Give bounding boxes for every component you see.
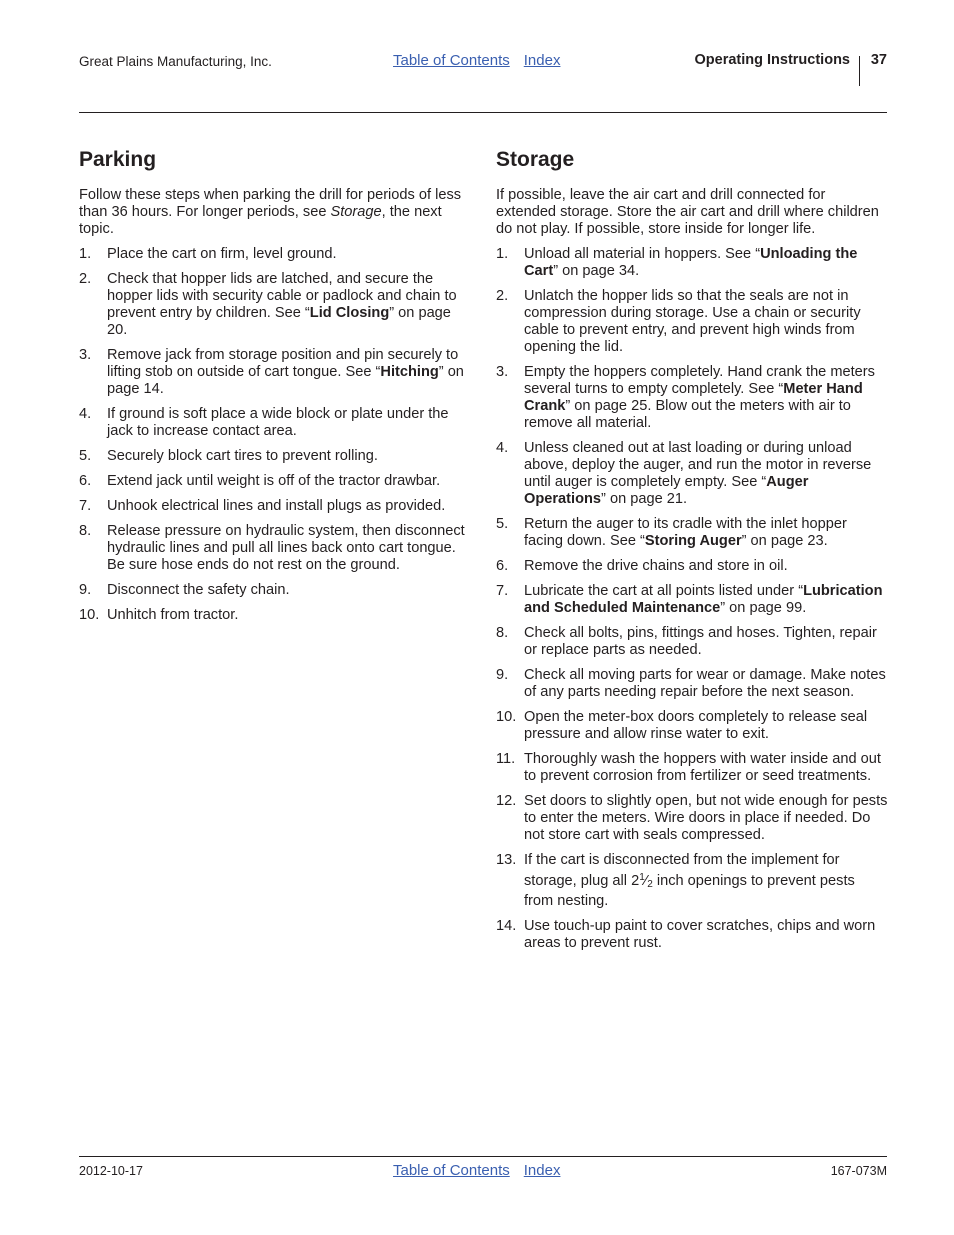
cross-reference: Unloading the Cart [524,246,858,279]
cross-reference: Meter Hand Crank [524,381,863,414]
step-number: 4. [79,406,92,422]
step-number: 4. [496,440,509,456]
step-text-part: inch openings to prevent pests from nesting. [524,873,855,909]
parking-intro-text: Follow these steps when parking the drill for periods of less than 36 hours. For longer periods, see [79,187,462,220]
fraction-numerator: 1 [639,872,645,883]
list-item [496,852,888,910]
footer-index-link[interactable]: Index [523,1162,561,1179]
step-text-part: ” on page 99. [720,600,807,616]
list-item [496,246,888,280]
step-number: 8. [496,625,509,641]
cross-reference: Hitching [380,364,439,380]
step-text-part: Remove jack from storage position and pin securely to lifting stob on outside of cart tongue. See “ [107,347,459,380]
step-text: Remove the drive chains and store in oil. [524,558,788,574]
step-number: 7. [79,498,92,514]
step-number: 5. [79,448,92,464]
step-text: Thoroughly wash the hoppers with water inside and out to prevent corrosion from fertilizer or seed treatments. [524,751,881,784]
step-number: 2. [79,271,92,287]
header-divider [859,56,860,86]
parking-intro [79,187,471,238]
step-text: Set doors to slightly open, but not wide enough for pests to enter the meters. Wire doors in place if needed. Do not store cart with seals compressed. [524,793,888,843]
storage-section [496,146,888,960]
parking-steps [79,246,471,624]
list-item [496,583,888,617]
step-text-part: ” on page 23. [741,533,828,549]
list-item [496,709,888,743]
step-text [524,246,857,279]
index-link[interactable]: Index [523,52,561,69]
step-text: Securely block cart tires to prevent rolling. [107,448,378,464]
step-text: Place the cart on firm, level ground. [107,246,337,262]
list-item [79,607,471,624]
header-nav [393,52,560,69]
list-item [79,582,471,599]
step-text-part: ” on page 14. [107,364,464,397]
step-text: Disconnect the safety chain. [107,582,290,598]
step-text-part: If the cart is disconnected from the implement for storage, plug all 2 [524,852,840,889]
list-item [79,498,471,515]
list-item [79,523,471,574]
list-item [496,558,888,575]
step-number: 8. [79,523,92,539]
step-text [107,271,457,338]
step-number: 9. [79,582,92,598]
step-text [524,440,871,507]
step-number: 2. [496,288,509,304]
step-text-part: ” on page 21. [601,491,688,507]
fraction-denominator: 2 [647,879,653,890]
footer-date: 2012-10-17 [79,1164,143,1178]
list-item [496,793,888,844]
step-text: Unhook electrical lines and install plugs as provided. [107,498,446,514]
step-text: Unlatch the hopper lids so that the seals are not in compression during storage. Use a chain or security cable to prevent entry, and prevent high winds from opening the lid. [524,288,861,355]
step-number: 11. [496,751,516,767]
list-item [496,625,888,659]
list-item [79,406,471,440]
step-text: Open the meter-box doors completely to release seal pressure and allow rinse water to exit. [524,709,868,742]
step-number: 3. [496,364,509,380]
section-title: Operating Instructions [694,52,850,68]
step-number: 10. [79,607,100,623]
step-text: If ground is soft place a wide block or plate under the jack to increase contact area. [107,406,449,439]
footer-nav [393,1162,560,1179]
step-text: Release pressure on hydraulic system, then disconnect hydraulic lines and pull all lines back onto cart tongue. Be sure hose ends do not rest on the ground. [107,523,465,573]
parking-intro-storage-ref: Storage [330,204,382,220]
step-text: Check all bolts, pins, fittings and hoses. Tighten, repair or replace parts as needed. [524,625,877,658]
header-rule [79,112,887,113]
step-text-part: Unless cleaned out at last loading or during unload above, deploy the auger, and run the motor in reverse until auger is completely empty. See “ [524,440,872,490]
parking-intro-text-end: , the next topic. [79,204,442,237]
cross-reference: Storing Auger [644,533,742,549]
step-number: 9. [496,667,509,683]
page-number: 37 [870,52,887,68]
step-number: 1. [496,246,509,262]
step-number: 13. [496,852,517,868]
list-item [79,473,471,490]
step-text: Check all moving parts for wear or damage. Make notes of any parts needing repair before the next season. [524,667,886,700]
parking-heading: Parking [79,148,157,171]
fraction: $^1⁄_2$ [639,872,653,890]
step-number: 10. [496,709,517,725]
storage-intro: If possible, leave the air cart and drill connected for extended storage. Store the air cart and drill where children do not play. If possible, store inside for longer life. [496,187,879,237]
cross-reference: Lubrication and Scheduled Maintenance [524,583,883,616]
list-item [496,440,888,508]
list-item [79,246,471,263]
company-name: Great Plains Manufacturing, Inc. [79,54,272,69]
step-text: Use touch-up paint to cover scratches, chips and worn areas to prevent rust. [524,918,876,951]
list-item [79,347,471,398]
cross-reference: Lid Closing [309,305,390,321]
step-text-part: Return the auger to its cradle with the inlet hopper facing down. See “ [524,516,847,549]
storage-heading: Storage [496,148,575,171]
document-number: 167-073M [830,1164,887,1178]
step-text-part: Check that hopper lids are latched, and secure the hopper lids with security cable or padlock and chain to prevent entry by children. See “ [107,271,457,321]
step-number: 1. [79,246,92,262]
step-text-part: Unload all material in hoppers. See “ [524,246,761,262]
step-text-part: ” on page 20. [107,305,451,338]
list-item [496,516,888,550]
step-text-part: Lubricate the cart at all points listed under “ [524,583,804,599]
storage-steps [496,246,888,952]
step-number: 7. [496,583,509,599]
step-text-part: Empty the hoppers completely. Hand crank the meters several turns to empty completely. See “ [524,364,875,397]
parking-section [79,146,471,632]
step-text [524,364,875,431]
list-item [496,288,888,356]
step-number: 6. [496,558,509,574]
step-text-part: ” on page 34. [553,263,640,279]
step-text [524,583,883,616]
step-number: 5. [496,516,509,532]
list-item [496,667,888,701]
step-number: 14. [496,918,517,934]
step-text: Extend jack until weight is off of the tractor drawbar. [107,473,441,489]
list-item [496,364,888,432]
list-item [496,918,888,952]
step-text: Unhitch from tractor. [107,607,239,623]
list-item [79,448,471,465]
footer-rule [79,1156,887,1157]
step-text [107,347,464,397]
step-text [524,852,855,909]
list-item [79,271,471,339]
step-number: 3. [79,347,92,363]
step-number: 12. [496,793,517,809]
list-item [496,751,888,785]
step-text [524,516,847,549]
footer-table-of-contents-link[interactable]: Table of Contents [393,1162,510,1179]
step-number: 6. [79,473,92,489]
cross-reference: Auger Operations [524,474,809,507]
page-header [79,50,887,90]
step-text-part: ” on page 25. Blow out the meters with air to remove all material. [524,398,851,431]
table-of-contents-link[interactable]: Table of Contents [393,52,510,69]
